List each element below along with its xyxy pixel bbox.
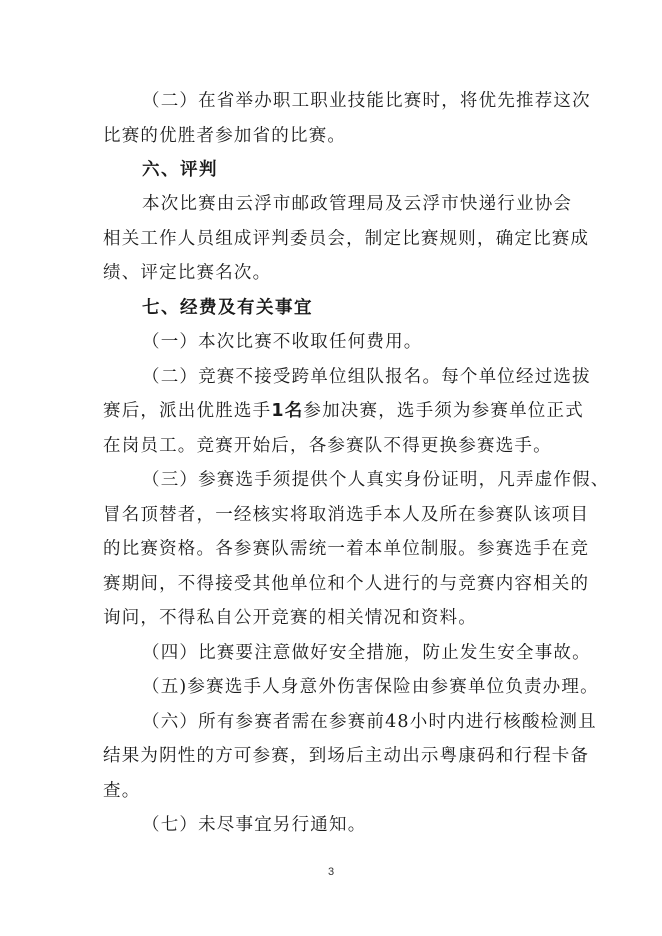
paragraph-line: 本次比赛由云浮市邮政管理局及云浮市快递行业协会 (142, 194, 573, 214)
paragraph-line: （一）本次比赛不收取任何费用。 (142, 332, 423, 352)
paragraph-line: 赛期间，不得接受其他单位和个人进行的与竞赛内容相关的 (103, 574, 590, 594)
line-text: 赛后，派出优胜选手 (103, 401, 272, 421)
section-heading-judging: 六、评判 (142, 160, 218, 180)
paragraph-line: （三）参赛选手须提供个人真实身份证明，凡弄虚作假、 (142, 470, 610, 490)
bold-count: 1名 (271, 401, 304, 421)
paragraph-line: 绩、评定比赛名次。 (103, 263, 272, 283)
paragraph-line: （七）未尽事宜另行通知。 (142, 815, 367, 835)
paragraph-line: 相关工作人员组成评判委员会，制定比赛规则，确定比赛成 (103, 229, 590, 249)
paragraph-line: 结果为阴性的方可参赛，到场后主动出示粤康码和行程卡备 (103, 746, 590, 766)
paragraph-line: （二）竞赛不接受跨单位组队报名。每个单位经过选拔 (142, 367, 591, 387)
page-number: 3 (327, 866, 335, 878)
paragraph-line: 冒名顶替者，一经核实将取消选手本人及所在参赛队该项目 (103, 505, 590, 525)
paragraph-line (103, 400, 584, 422)
paragraph-line: 查。 (103, 781, 141, 801)
paragraph-line: （二）在省举办职工职业技能比赛时，将优先推荐这次 (142, 91, 591, 111)
paragraph-line: 比赛的优胜者参加省的比赛。 (103, 126, 347, 146)
paragraph-line: （五)参赛选手人身意外伤害保险由参赛单位负责办理。 (142, 677, 599, 697)
paragraph-line: 询问，不得私自公开竞赛的相关情况和资料。 (103, 608, 477, 628)
paragraph-line: 的比赛资格。各参赛队需统一着本单位制服。参赛选手在竞 (103, 539, 590, 559)
paragraph-line: （四）比赛要注意做好安全措施，防止发生安全事故。 (142, 643, 591, 663)
paragraph-line: 在岗员工。竞赛开始后，各参赛队不得更换参赛选手。 (103, 436, 552, 456)
section-heading-funding: 七、经费及有关事宜 (142, 298, 313, 318)
paragraph-line: （六）所有参赛者需在参赛前48小时内进行核酸检测且 (142, 712, 597, 732)
line-text: 参加决赛，选手须为参赛单位正式 (303, 401, 584, 421)
